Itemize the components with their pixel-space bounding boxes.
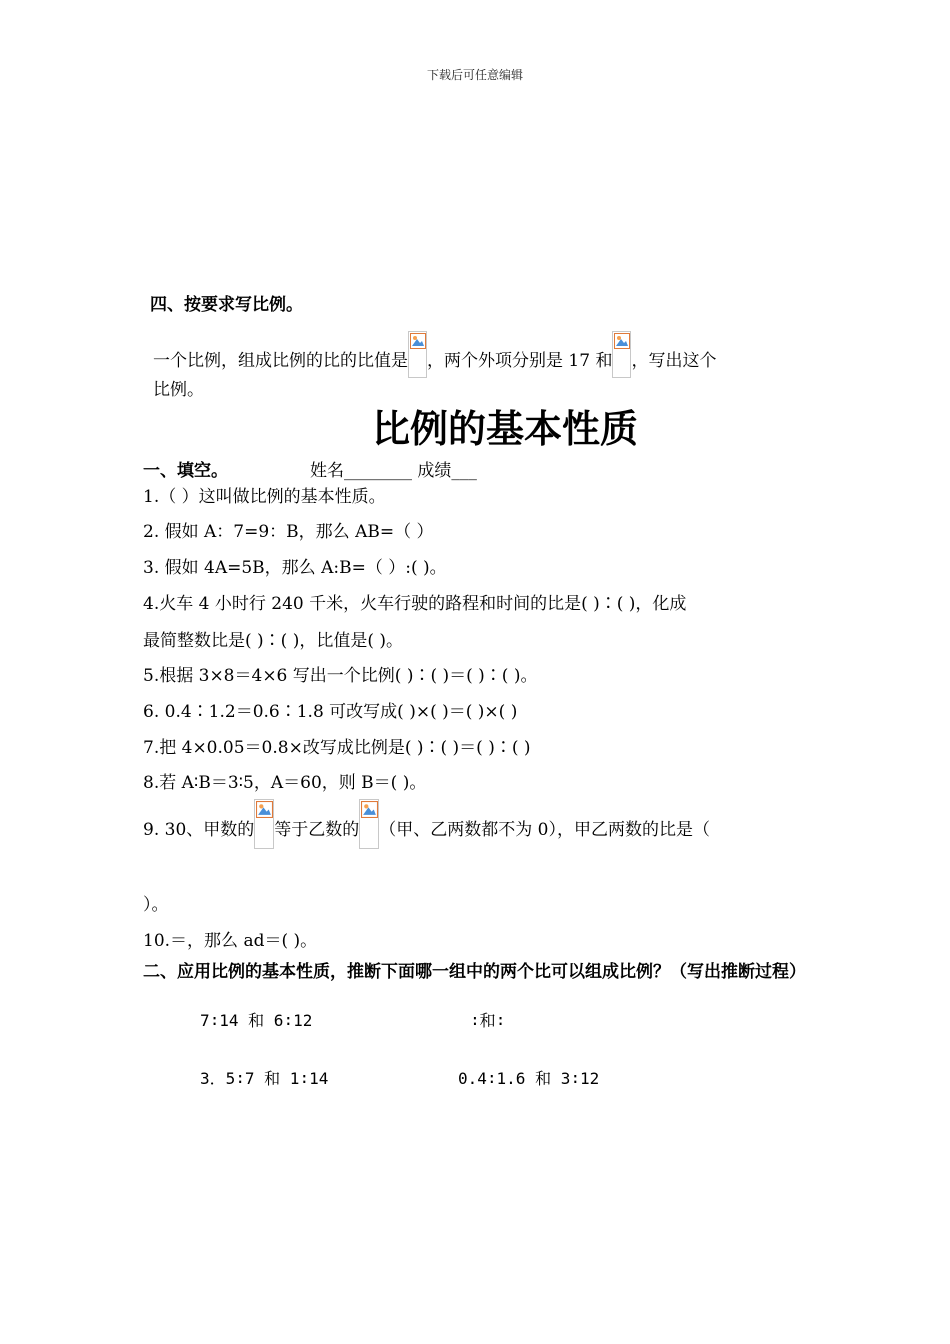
question-6: 6. 0.4∶1.2＝0.6∶1.8 可改写成( )×( )＝( )×( ) — [143, 702, 518, 722]
question-10: 10.＝，那么 ad＝( )。 — [143, 931, 318, 951]
section-one-heading: 一、填空。 — [143, 461, 228, 481]
broken-image-icon — [359, 799, 379, 849]
page-title: 比例的基本性质 — [371, 407, 638, 451]
question-1: 1.（ ）这叫做比例的基本性质。 — [143, 487, 386, 507]
question-7: 7.把 4×0.05＝0.8×改写成比例是( )∶( )＝( )∶( ) — [143, 738, 531, 758]
ratio-pair-1: 7∶14 和 6∶12 — [200, 1011, 313, 1030]
section-four-line-1 — [153, 331, 716, 378]
section-four-line-2: 比例。 — [153, 380, 204, 400]
question-9-text-a: 9. 30、甲数的 — [143, 820, 255, 840]
broken-image-icon — [612, 331, 631, 378]
question-5: 5.根据 3×8＝4×6 写出一个比例( )∶( )＝( )∶( )。 — [143, 666, 538, 686]
question-2: 2. 假如 A：7=9：B，那么 AB=（ ） — [143, 522, 434, 542]
broken-image-icon — [254, 799, 274, 849]
page-header: 下载后可任意编辑 — [426, 68, 523, 82]
question-9-text-c: （甲、乙两数都不为 0），甲乙两数的比是（ — [379, 820, 710, 840]
ratio-pair-3: 3．5∶7 和 1∶14 — [200, 1069, 329, 1088]
question-4-line-2: 最简整数比是( )∶( )，比值是( )。 — [143, 631, 404, 651]
section-four-heading: 四、按要求写比例。 — [150, 295, 303, 315]
section-four-text-b: ，两个外项分别是 17 和 — [427, 351, 613, 371]
section-four-text-c: ，写出这个 — [631, 351, 717, 371]
ratio-pair-2: ∶和∶ — [470, 1011, 506, 1030]
question-9-line-1 — [143, 799, 710, 849]
score-label: 成绩 — [417, 461, 452, 481]
question-4-line-1: 4.火车 4 小时行 240 千米，火车行驶的路程和时间的比是( )∶( )，化成 — [143, 594, 687, 614]
score-blank[interactable]: ___ — [451, 461, 477, 481]
name-blank[interactable]: ________ — [344, 461, 412, 481]
section-two-heading: 二、应用比例的基本性质，推断下面哪一组中的两个比可以组成比例？（写出推断过程） — [143, 962, 806, 982]
section-one-header — [143, 456, 477, 481]
question-9-text-b: 等于乙数的 — [274, 820, 360, 840]
broken-image-icon — [408, 331, 427, 378]
ratio-pair-4: 0.4∶1.6 和 3∶12 — [458, 1069, 600, 1088]
name-label: 姓名 — [310, 461, 344, 481]
question-3: 3. 假如 4A=5B，那么 A:B=（ ）:( )。 — [143, 558, 447, 578]
question-9-line-2: ）。 — [143, 895, 169, 915]
section-four-text-a: 一个比例，组成比例的比的比值是 — [153, 351, 408, 371]
question-8: 8.若 A∶B＝3∶5，A＝60，则 B＝( )。 — [143, 773, 427, 793]
